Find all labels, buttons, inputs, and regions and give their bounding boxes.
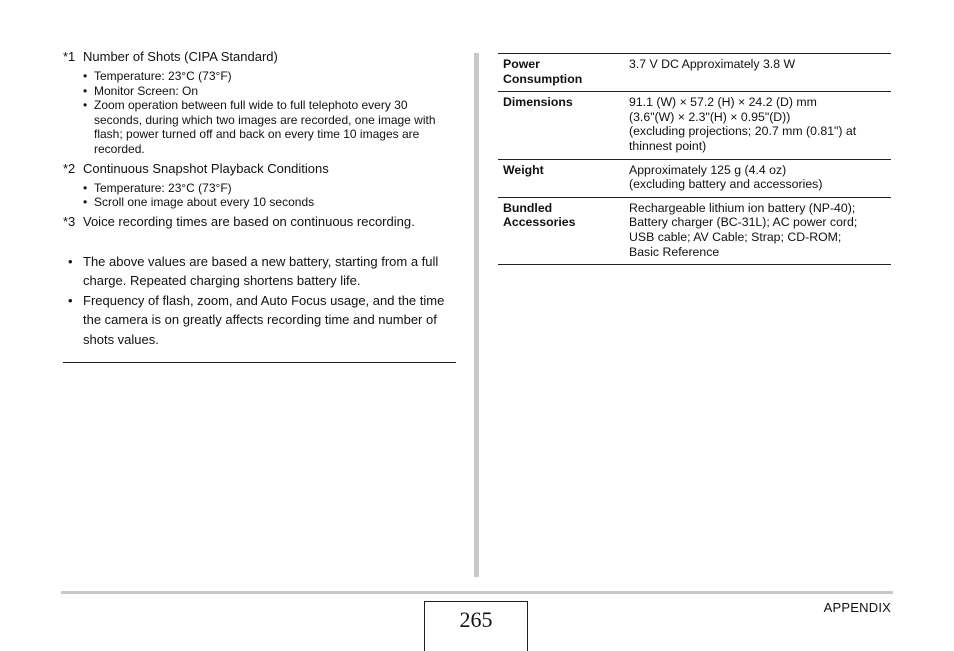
table-row (498, 159, 891, 197)
footnote-mark: *2 (63, 160, 76, 176)
footnotes-column (63, 49, 456, 349)
spec-label: Dimensions (498, 92, 624, 159)
table-row (498, 54, 891, 92)
spec-label: Weight (498, 159, 624, 197)
list-item: • Zoom operation between full wide to full telephoto every 30 seconds, during which two images are recorded, one image with flash; power turned off and back on every time 10 images are recorded. (83, 98, 456, 156)
spec-value: Approximately 125 g (4.4 oz) (excluding battery and accessories) (624, 159, 891, 197)
footnote-3 (63, 214, 456, 230)
footnote-mark: *1 (63, 49, 76, 64)
footnote-title: Number of Shots (CIPA Standard) (83, 49, 278, 64)
footnote-1-conditions (83, 69, 456, 157)
spec-value: 3.7 V DC Approximately 3.8 W (624, 54, 891, 92)
footnote-title: Continuous Snapshot Playback Conditions (83, 160, 329, 176)
footnote-1 (63, 49, 456, 65)
spec-value: 91.1 (W) × 57.2 (H) × 24.2 (D) mm (3.6"(W) × 2.3"(H) × 0.95"(D)) (excluding projections; 20.7 mm (0.81") at thinnest point) (624, 92, 891, 159)
table-row (498, 197, 891, 264)
spacer (63, 230, 456, 252)
list-item: • Scroll one image about every 10 seconds (83, 195, 456, 210)
usage-notes (63, 252, 456, 350)
list-item: • Temperature: 23°C (73°F) (83, 69, 456, 84)
footnote-2 (63, 161, 456, 177)
list-item: • Monitor Screen: On (83, 84, 456, 99)
footnote-2-conditions (83, 181, 456, 210)
section-rule (63, 362, 456, 363)
list-item: • Frequency of flash, zoom, and Auto Focus usage, and the time the camera is on greatly affects recording time and number of shots values. (63, 291, 456, 350)
list-item: • Temperature: 23°C (73°F) (83, 181, 456, 196)
spec-label: Bundled Accessories (498, 197, 624, 264)
footer-rule (61, 591, 893, 594)
footnote-mark: *3 (63, 213, 76, 229)
specifications-table (498, 53, 891, 265)
spec-value: Rechargeable lithium ion battery (NP-40); Battery charger (BC-31L); AC power cord; USB cable; AV Cable; Strap; CD-ROM; Basic Reference (624, 197, 891, 264)
page-number-box (424, 601, 528, 651)
column-divider (474, 53, 479, 577)
page-number: 265 (459, 607, 493, 632)
spec-label: Power Consumption (498, 54, 624, 92)
section-label: APPENDIX (823, 600, 891, 615)
footnote-title: Voice recording times are based on continuous recording. (83, 213, 415, 229)
table-row (498, 92, 891, 159)
list-item: • The above values are based a new battery, starting from a full charge. Repeated charging shortens battery life. (63, 252, 456, 291)
